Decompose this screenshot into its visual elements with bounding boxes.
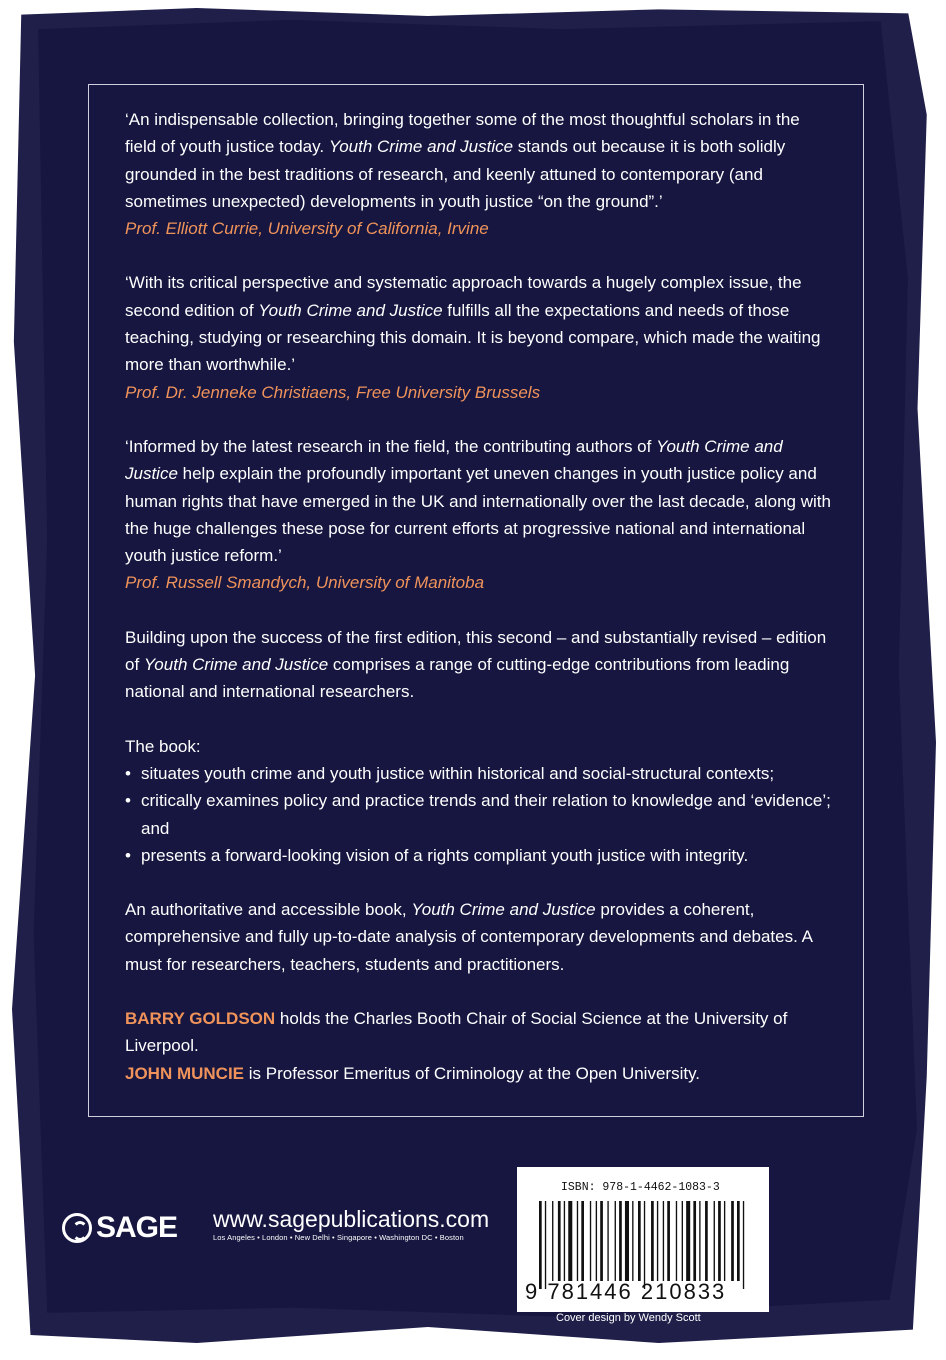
barcode-bar: [607, 1201, 608, 1281]
book-title: Youth Crime and Justice: [143, 655, 329, 675]
book-title: Youth Crime and Justice: [411, 900, 596, 920]
quote-text: fulfills all the expectations and needs of those teaching, studying or researching this domain. It is beyond compare, which made the waiting more than worthwhile.’: [125, 300, 821, 375]
bullet-item: • presents a forward-looking vision of a rights compliant youth justice with integrity.: [125, 842, 831, 869]
sage-logo-icon: [62, 1213, 92, 1243]
barcode-bar: [632, 1201, 633, 1281]
barcode-bar: [667, 1201, 670, 1281]
publisher-cities: Los Angeles • London • New Delhi • Singapore • Washington DC • Boston: [213, 1233, 464, 1242]
barcode-bar: [705, 1201, 708, 1281]
barcode-bar: [558, 1201, 561, 1281]
quote-text: help explain the profoundly important yet uneven changes in youth justice policy and human rights that have emerged in the UK and internationally over the last decade, along with the huge challenges these pose for current efforts at progressive national and international youth justice reform.’: [125, 464, 831, 566]
barcode-bar: [568, 1201, 572, 1281]
barcode-bar: [581, 1201, 584, 1281]
bullet-item: • situates youth crime and youth justice within historical and social-structural contexts;: [125, 760, 831, 787]
barcode-bar: [686, 1201, 690, 1281]
book-title: Youth Crime and Justice: [125, 436, 783, 484]
barcode-bar: [693, 1201, 696, 1281]
barcode-bar: [743, 1201, 744, 1289]
quote-text: ‘Informed by the latest research in the field, the contributing authors of: [125, 436, 657, 456]
barcode-bar: [676, 1201, 677, 1281]
quote-1: [125, 106, 831, 242]
barcode-panel: [517, 1167, 769, 1312]
barcode-bar: [615, 1201, 616, 1281]
bullet-list: [125, 760, 831, 869]
cover-credit: Cover design by Wendy Scott: [556, 1312, 701, 1324]
quote-text: ‘An indispensable collection, bringing together some of the most thoughtful scholars in the field of youth justice today.: [125, 110, 800, 157]
author-name: JOHN MUNCIE: [125, 1063, 245, 1083]
barcode-bar: [651, 1201, 654, 1281]
book-title: Youth Crime and Justice: [328, 137, 514, 157]
barcode-bar: [545, 1201, 546, 1289]
book-title: Youth Crime and Justice: [258, 300, 443, 320]
author-description: holds the Charles Booth Chair of Social Science at the University of Liverpool.: [125, 1009, 788, 1056]
author-bio: [125, 1005, 831, 1060]
quote-attribution: Prof. Dr. Jenneke Christiaens, Free University Brussels: [125, 382, 541, 402]
barcode-bar: [590, 1201, 591, 1281]
barcode-bar: [644, 1201, 645, 1289]
publisher-url[interactable]: www.sagepublications.com: [213, 1206, 490, 1232]
barcode-bar: [638, 1201, 641, 1281]
barcode-bar: [724, 1201, 725, 1281]
quote-2: [125, 269, 831, 405]
blurb-content: [125, 106, 831, 1087]
barcode-bar: [552, 1201, 553, 1281]
author-bios: [125, 1005, 831, 1087]
quote-text: ‘With its critical perspective and systematic approach towards a hugely complex issue, the second edition of: [125, 273, 802, 320]
quote-attribution: Prof. Elliott Currie, University of California, Irvine: [125, 219, 489, 239]
summary-text: provides a coherent, comprehensive and fully up-to-date analysis of contemporary developments and debates. A must for researchers, teachers, students and practitioners.: [125, 900, 813, 974]
quote-3: [125, 433, 831, 597]
barcode-bar: [619, 1201, 622, 1281]
book-points: [125, 733, 831, 869]
barcode-bar: [663, 1201, 664, 1281]
barcode-bar: [657, 1201, 658, 1281]
barcode-bar: [699, 1201, 700, 1281]
intro-paragraph: [125, 624, 831, 706]
barcode-bar: [714, 1201, 715, 1281]
barcode-bar: [577, 1201, 578, 1281]
summary-paragraph: [125, 896, 831, 978]
intro-text: comprises a range of cutting-edge contributions from leading national and international researchers.: [125, 655, 790, 702]
barcode-bar: [564, 1201, 565, 1281]
summary-text: An authoritative and accessible book,: [125, 900, 412, 920]
intro-text: Building upon the success of the first edition, this second – and substantially revised – edition of: [125, 627, 827, 675]
author-bio: [125, 1060, 831, 1087]
publisher-logo-text: SAGE: [96, 1211, 178, 1244]
quote-attribution: Prof. Russell Smandych, University of Manitoba: [125, 573, 485, 593]
bullet-item: • critically examines policy and practice trends and their relation to knowledge and ‘evidence’; and: [125, 787, 831, 842]
book-heading: The book:: [125, 736, 201, 756]
barcode-bar: [596, 1201, 597, 1281]
publisher-web: [213, 1206, 489, 1244]
isbn-label: ISBN: 978-1-4462-1083-3: [561, 1181, 720, 1194]
barcode-bar: [539, 1201, 542, 1289]
author-name: BARRY GOLDSON: [125, 1009, 276, 1029]
barcode-bar: [737, 1201, 740, 1281]
barcode-bar: [600, 1201, 603, 1281]
barcode-bar: [731, 1201, 734, 1281]
barcode-bar: [718, 1201, 721, 1281]
barcode-bar: [682, 1201, 683, 1281]
barcode-bar: [625, 1201, 629, 1281]
quote-text: stands out because it is both solidly grounded in the best traditions of research, and keenly attuned to contemporary (and sometimes unexpected) developments in youth justice “on the ground”.’: [125, 137, 786, 211]
barcode-number: 9 781446 210833: [525, 1279, 727, 1304]
author-description: is Professor Emeritus of Criminology at the Open University.: [244, 1063, 701, 1083]
barcode-bars: [539, 1201, 749, 1289]
publisher-logo: [62, 1208, 177, 1248]
